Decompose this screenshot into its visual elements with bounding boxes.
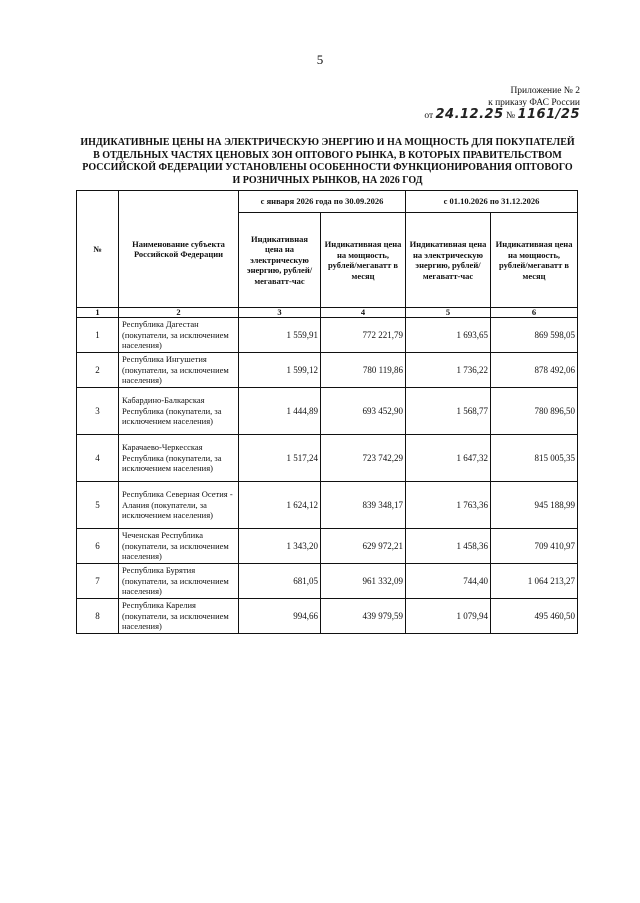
header-power-price-1: Индикативная цена на мощность, рублей/мегаватт в месяц xyxy=(321,213,406,308)
power-price-2: 709 410,97 xyxy=(491,529,578,564)
page-number: 5 xyxy=(316,52,324,67)
power-price-1: 439 979,59 xyxy=(321,599,406,634)
table-row xyxy=(77,353,578,388)
appendix-order-ref: к приказу ФАС России xyxy=(488,98,580,108)
power-price-1: 772 221,79 xyxy=(321,318,406,353)
table-row xyxy=(77,529,578,564)
handwritten-date: 24.12.25 xyxy=(435,107,504,122)
row-index: 7 xyxy=(77,564,119,599)
energy-price-2: 1 079,94 xyxy=(406,599,491,634)
energy-price-1: 681,05 xyxy=(239,564,321,599)
row-index: 2 xyxy=(77,353,119,388)
power-price-2: 878 492,06 xyxy=(491,353,578,388)
column-number: 3 xyxy=(239,308,321,318)
energy-price-2: 744,40 xyxy=(406,564,491,599)
document-title: ИНДИКАТИВНЫЕ ЦЕНЫ НА ЭЛЕКТРИЧЕСКУЮ ЭНЕРГИЮ И НА МОЩНОСТЬ ДЛЯ ПОКУПАТЕЛЕЙ В ОТДЕЛЬНЫХ ЧАСТЯХ ЦЕНОВЫХ ЗОН ОПТОВОГО РЫНКА, В КОТОРЫХ ПРАВИТЕЛЬСТВОМ РОССИЙСКОЙ ФЕДЕРАЦИИ УСТАНОВЛЕНЫ ОСОБЕННОСТИ ФУНКЦИОНИРОВАНИЯ ОПТОВОГО И РОЗНИЧНЫХ РЫНКОВ, НА 2026 ГОД xyxy=(80,137,575,186)
row-index: 1 xyxy=(77,318,119,353)
header-subject: Наименование субъекта Российской Федерации xyxy=(119,191,239,308)
energy-price-2: 1 736,22 xyxy=(406,353,491,388)
column-number: 4 xyxy=(321,308,406,318)
power-price-1: 961 332,09 xyxy=(321,564,406,599)
energy-price-2: 1 693,65 xyxy=(406,318,491,353)
energy-price-1: 1 559,91 xyxy=(239,318,321,353)
energy-price-2: 1 458,36 xyxy=(406,529,491,564)
energy-price-2: 1 647,32 xyxy=(406,435,491,482)
column-number: 2 xyxy=(119,308,239,318)
subject-name: Республика Дагестан (покупатели, за исключением населения) xyxy=(119,318,239,353)
price-table xyxy=(76,190,578,634)
column-number: 6 xyxy=(491,308,578,318)
column-number: 5 xyxy=(406,308,491,318)
header-power-price-2: Индикативная цена на мощность, рублей/мегаватт в месяц xyxy=(491,213,578,308)
table-row xyxy=(77,318,578,353)
power-price-1: 723 742,29 xyxy=(321,435,406,482)
appendix-block xyxy=(380,85,580,122)
table-row xyxy=(77,435,578,482)
row-index: 8 xyxy=(77,599,119,634)
table-row xyxy=(77,564,578,599)
row-index: 3 xyxy=(77,388,119,435)
appendix-title: Приложение № 2 xyxy=(510,86,580,96)
column-number: 1 xyxy=(77,308,119,318)
subject-name: Республика Бурятия (покупатели, за исключением населения) xyxy=(119,564,239,599)
power-price-1: 693 452,90 xyxy=(321,388,406,435)
power-price-2: 1 064 213,27 xyxy=(491,564,578,599)
header-number: № xyxy=(77,191,119,308)
subject-name: Республика Ингушетия (покупатели, за исключением населения) xyxy=(119,353,239,388)
energy-price-1: 994,66 xyxy=(239,599,321,634)
header-energy-price-1: Индикативная цена на электрическую энергию, рублей/ мегаватт-час xyxy=(239,213,321,308)
header-period-1: с января 2026 года по 30.09.2026 xyxy=(239,191,406,213)
energy-price-1: 1 599,12 xyxy=(239,353,321,388)
number-prefix: № xyxy=(506,111,516,121)
table-row xyxy=(77,388,578,435)
power-price-1: 780 119,86 xyxy=(321,353,406,388)
handwritten-number: 1161/25 xyxy=(517,107,580,122)
table-row xyxy=(77,599,578,634)
power-price-2: 780 896,50 xyxy=(491,388,578,435)
energy-price-1: 1 343,20 xyxy=(239,529,321,564)
subject-name: Чеченская Республика (покупатели, за исключением населения) xyxy=(119,529,239,564)
power-price-2: 495 460,50 xyxy=(491,599,578,634)
power-price-2: 815 005,35 xyxy=(491,435,578,482)
power-price-2: 945 188,99 xyxy=(491,482,578,529)
energy-price-1: 1 517,24 xyxy=(239,435,321,482)
appendix-date-number xyxy=(380,109,580,122)
power-price-1: 629 972,21 xyxy=(321,529,406,564)
energy-price-2: 1 568,77 xyxy=(406,388,491,435)
energy-price-2: 1 763,36 xyxy=(406,482,491,529)
subject-name: Карачаево-Черкесская Республика (покупатели, за исключением населения) xyxy=(119,435,239,482)
row-index: 6 xyxy=(77,529,119,564)
power-price-1: 839 348,17 xyxy=(321,482,406,529)
row-index: 4 xyxy=(77,435,119,482)
energy-price-1: 1 624,12 xyxy=(239,482,321,529)
subject-name: Республика Северная Осетия - Алания (покупатели, за исключением населения) xyxy=(119,482,239,529)
subject-name: Кабардино-Балкарская Республика (покупатели, за исключением населения) xyxy=(119,388,239,435)
subject-name: Республика Карелия (покупатели, за исключением населения) xyxy=(119,599,239,634)
table-row xyxy=(77,482,578,529)
header-period-2: с 01.10.2026 по 31.12.2026 xyxy=(406,191,578,213)
date-prefix: от xyxy=(424,111,434,121)
energy-price-1: 1 444,89 xyxy=(239,388,321,435)
header-energy-price-2: Индикативная цена на электрическую энергию, рублей/ мегаватт-час xyxy=(406,213,491,308)
power-price-2: 869 598,05 xyxy=(491,318,578,353)
row-index: 5 xyxy=(77,482,119,529)
